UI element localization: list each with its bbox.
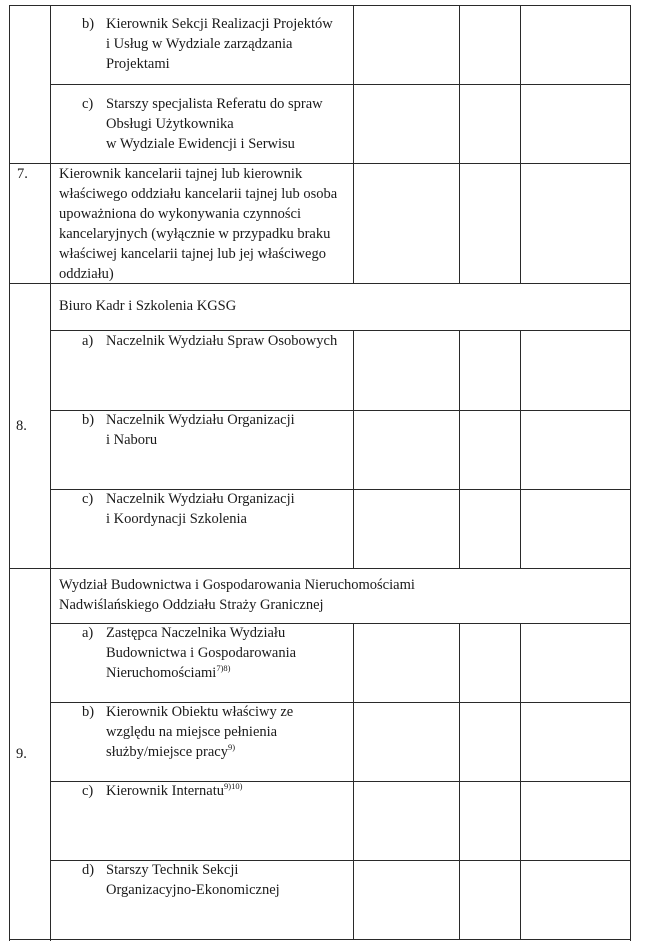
item-letter: b) — [82, 704, 95, 720]
row-number: 8. — [16, 418, 27, 434]
border-top — [9, 5, 631, 6]
footnote-ref: 9)10) — [223, 781, 243, 791]
col-divider — [353, 330, 354, 569]
item-letter: c) — [82, 783, 94, 799]
row-line — [9, 568, 631, 569]
list-item — [82, 331, 348, 371]
item-text: Zastępca Naczelnika Wydziału Budownictwa i Gospodarowania Nieruchomościami$^{7)8)}$ — [106, 625, 297, 681]
border-bottom — [9, 939, 631, 940]
col-divider — [353, 5, 354, 284]
row-description: Kierownik kancelarii tajnej lub kierownik właściwego oddziału kancelarii tajnej lub osoba upoważniona do wykonywania czynności kancelaryjnych (wyłącznie w przypadku braku właściwej kancelarii tajnej lub jej właściwego oddziału) — [59, 166, 338, 282]
item-letter: b) — [82, 412, 95, 428]
list-item — [82, 410, 348, 452]
item-text: Kierownik Obiektu właściwy ze względu na miejsce pełnienia służby/miejsce pracy$^{9)}$ — [106, 704, 294, 760]
item-letter: b) — [82, 16, 95, 32]
item-text: Kierownik Internatu$^{9)10)}$ — [106, 781, 243, 799]
col-divider-number — [50, 5, 51, 941]
col-divider — [520, 330, 521, 569]
footnote-ref: 7)8) — [216, 663, 231, 673]
item-letter: c) — [82, 491, 94, 507]
row-number: 7. — [17, 166, 28, 182]
item-text: Naczelnik Wydziału Organizacji i Naboru — [106, 412, 295, 448]
col-divider — [520, 623, 521, 940]
item-text: Naczelnik Wydziału Spraw Osobowych — [106, 333, 338, 349]
col-divider — [459, 330, 460, 569]
list-item — [82, 94, 348, 156]
item-text: Starszy specjalista Referatu do spraw Obsługi Użytkownika w Wydziale Ewidencji i Serwisu — [106, 96, 323, 152]
border-left — [9, 5, 10, 941]
list-item — [82, 781, 348, 803]
list-item — [82, 623, 348, 685]
item-text: Naczelnik Wydziału Organizacji i Koordynacji Szkolenia — [106, 491, 295, 527]
item-text: Starszy Technik Sekcji Organizacyjno-Ekonomicznej — [106, 862, 280, 898]
border-right — [630, 5, 631, 941]
item-text: Kierownik Sekcji Realizacji Projektów i Usług w Wydziale zarządzania Projektami — [106, 16, 333, 72]
unit-heading: Wydział Budownictwa i Gospodarowania Nieruchomościami Nadwiślańskiego Oddziału Straży Granicznej — [59, 577, 415, 613]
footnote-ref: 9) — [228, 742, 236, 752]
list-item — [82, 489, 348, 531]
col-divider — [520, 5, 521, 284]
list-item — [82, 702, 348, 764]
col-divider — [353, 623, 354, 940]
unit-heading: Biuro Kadr i Szkolenia KGSG — [59, 298, 237, 314]
item-letter: a) — [82, 333, 94, 349]
row-line — [50, 84, 631, 85]
row-number: 9. — [16, 746, 27, 762]
list-item — [82, 860, 348, 902]
item-letter: d) — [82, 862, 95, 878]
col-divider — [459, 5, 460, 284]
col-divider — [459, 623, 460, 940]
item-letter: c) — [82, 96, 94, 112]
item-letter: a) — [82, 625, 94, 641]
list-item — [82, 14, 348, 76]
